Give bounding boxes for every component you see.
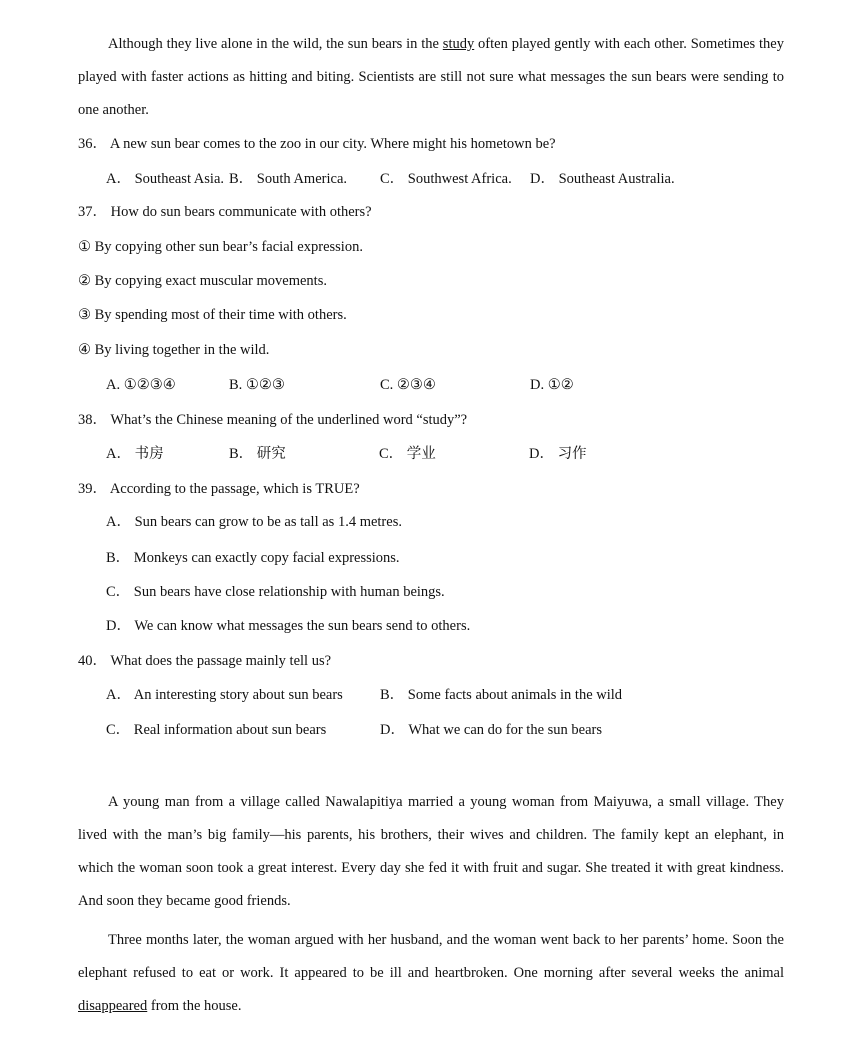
question-36-option-a: A． Southeast Asia. [106,171,225,187]
question-39-stem: 39． According to the passage, which is TRUE? [78,481,360,497]
question-40-option-d: D． What we can do for the sun bears [380,722,602,738]
underlined-word-study: study [442,36,475,52]
question-40-stem: 40． What does the passage mainly tell us? [78,653,332,669]
question-39-option-d: D． We can know what messages the sun bears send to others. [106,618,471,634]
question-40-option-c: C． Real information about sun bears [106,722,327,738]
question-36-option-c: C． Southwest Africa. [380,171,512,187]
passage-paragraph-2: A young man from a village called Nawalapitiya married a young woman from Maiyuwa, a small village. They lived with the man’s big family—his parents, his brothers, their wives and children. The family kept an elephant, in which the woman soon took a great interest. Every day she fed it with fruit and sugar. She treated it with great kindness. And soon they became good friends. [78,794,784,909]
question-37-statement-2: ② By copying exact muscular movements. [78,273,327,289]
question-37-stem: 37． How do sun bears communicate with others? [78,204,372,220]
question-37-option-d: D. ①② [530,377,574,393]
question-40-option-a: A． An interesting story about sun bears [106,687,343,703]
passage-paragraph-3: Three months later, the woman argued with her husband, and the woman went back to her parents’ home. Soon the elephant refused to eat or work. It appeared to be ill and heartbroken. One morning after several weeks the animal disappeared from the house. [78,932,784,1014]
question-39-option-b: B． Monkeys can exactly copy facial expressions. [106,550,400,566]
question-39-option-c: C． Sun bears have close relationship with human beings. [106,584,445,600]
question-37-option-b: B. ①②③ [229,377,285,393]
question-37-option-a: A. ①②③④ [106,377,176,393]
question-37-statement-4: ④ By living together in the wild. [78,342,270,358]
question-38-option-c: C． 学业 [379,446,436,462]
question-39-option-a: A． Sun bears can grow to be as tall as 1.4 metres. [106,514,402,530]
question-36-stem: 36． A new sun bear comes to the zoo in our city. Where might his hometown be? [78,136,556,152]
question-38-option-d: D． 习作 [529,446,587,462]
passage-paragraph-1: Although they live alone in the wild, the sun bears in the study often played gently with each other. Sometimes they played with faster actions as hitting and biting. Scientists are still not sure what messages the sun bears were sending to one another. [78,36,784,118]
question-36-option-d: D． Southeast Australia. [530,171,675,187]
underlined-word-disappeared: disappeared [78,998,148,1014]
question-38-stem: 38． What’s the Chinese meaning of the underlined word “study”? [78,412,468,428]
question-37-statement-3: ③ By spending most of their time with others. [78,307,347,323]
question-37-statement-1: ① By copying other sun bear’s facial expression. [78,239,363,255]
question-37-option-c: C. ②③④ [380,377,436,393]
question-38-option-b: B． 研究 [229,446,286,462]
question-36-option-b: B． South America. [229,171,348,187]
question-38-option-a: A． 书房 [106,446,164,462]
question-40-option-b: B． Some facts about animals in the wild [380,687,623,703]
